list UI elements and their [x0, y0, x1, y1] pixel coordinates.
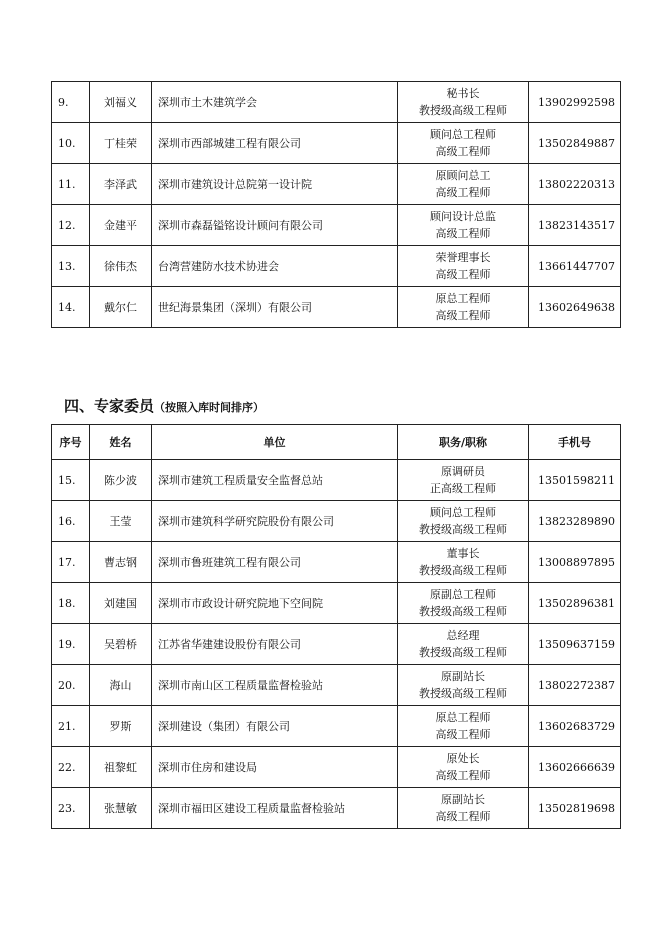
row-number: 10. — [52, 123, 90, 164]
table-row — [52, 501, 621, 542]
table-row — [52, 246, 621, 287]
expert-committee-table — [51, 424, 621, 829]
row-number: 23. — [52, 788, 90, 829]
row-number: 15. — [52, 460, 90, 501]
row-number: 11. — [52, 164, 90, 205]
member-unit: 江苏省华建建设股份有限公司 — [152, 624, 398, 665]
position-line: 原调研员 — [441, 465, 485, 478]
member-unit: 深圳建设（集团）有限公司 — [152, 706, 398, 747]
member-name: 戴尔仁 — [90, 287, 152, 328]
member-phone: 13502896381 — [529, 583, 621, 624]
member-name: 曹志钢 — [90, 542, 152, 583]
section-title: 四、专家委员 — [64, 397, 155, 415]
rank-line: 教授级高级工程师 — [419, 564, 507, 577]
rank-line: 高级工程师 — [435, 810, 491, 823]
member-title — [398, 246, 529, 287]
rank-line: 高级工程师 — [435, 268, 491, 281]
member-name: 海山 — [90, 665, 152, 706]
position-line: 秘书长 — [446, 87, 480, 100]
table-row — [52, 747, 621, 788]
row-number: 22. — [52, 747, 90, 788]
member-phone: 13008897895 — [529, 542, 621, 583]
member-phone: 13823143517 — [529, 205, 621, 246]
rank-line: 高级工程师 — [435, 145, 491, 158]
position-line: 原总工程师 — [435, 711, 491, 724]
rank-line: 教授级高级工程师 — [419, 104, 507, 117]
member-phone: 13509637159 — [529, 624, 621, 665]
row-number: 18. — [52, 583, 90, 624]
member-unit: 深圳市南山区工程质量监督检验站 — [152, 665, 398, 706]
position-line: 原总工程师 — [435, 292, 491, 305]
position-line: 原顾问总工 — [435, 169, 491, 182]
table-row — [52, 665, 621, 706]
rank-line: 教授级高级工程师 — [419, 687, 507, 700]
member-title — [398, 287, 529, 328]
header-unit: 单位 — [152, 425, 398, 460]
table-header — [52, 425, 621, 460]
row-number: 17. — [52, 542, 90, 583]
row-number: 21. — [52, 706, 90, 747]
table-row — [52, 542, 621, 583]
member-unit: 深圳市建筑科学研究院股份有限公司 — [152, 501, 398, 542]
member-unit: 深圳市土木建筑学会 — [152, 82, 398, 123]
member-phone: 13502849887 — [529, 123, 621, 164]
member-unit: 深圳市住房和建设局 — [152, 747, 398, 788]
member-phone: 13502819698 — [529, 788, 621, 829]
member-title — [398, 82, 529, 123]
table-row — [52, 706, 621, 747]
rank-line: 高级工程师 — [435, 186, 491, 199]
rank-line: 教授级高级工程师 — [419, 646, 507, 659]
table-row — [52, 82, 621, 123]
member-unit: 深圳市鲁班建筑工程有限公司 — [152, 542, 398, 583]
expert-table-continued — [51, 81, 621, 328]
member-title — [398, 501, 529, 542]
member-title — [398, 747, 529, 788]
member-unit: 深圳市建筑设计总院第一设计院 — [152, 164, 398, 205]
section-note: （按照入库时间排序） — [154, 401, 265, 414]
member-title — [398, 460, 529, 501]
member-phone: 13602683729 — [529, 706, 621, 747]
rank-line: 高级工程师 — [435, 309, 491, 322]
table-row — [52, 205, 621, 246]
member-title — [398, 542, 529, 583]
header-title: 职务/职称 — [398, 425, 529, 460]
row-number: 20. — [52, 665, 90, 706]
member-unit: 深圳市建筑工程质量安全监督总站 — [152, 460, 398, 501]
member-unit: 深圳市市政设计研究院地下空间院 — [152, 583, 398, 624]
position-line: 顾问总工程师 — [430, 128, 496, 141]
member-name: 丁桂荣 — [90, 123, 152, 164]
rank-line: 正高级工程师 — [430, 482, 496, 495]
member-unit: 深圳市森磊镒铭设计顾问有限公司 — [152, 205, 398, 246]
table-body — [52, 82, 621, 328]
member-title — [398, 123, 529, 164]
position-line: 原副总工程师 — [430, 588, 496, 601]
member-name: 金建平 — [90, 205, 152, 246]
member-phone: 13602666639 — [529, 747, 621, 788]
position-line: 原副站长 — [441, 793, 485, 806]
table-body — [52, 460, 621, 829]
member-phone: 13802272387 — [529, 665, 621, 706]
member-unit: 深圳市福田区建设工程质量监督检验站 — [152, 788, 398, 829]
member-title — [398, 624, 529, 665]
rank-line: 高级工程师 — [435, 227, 491, 240]
member-title — [398, 583, 529, 624]
member-name: 陈少波 — [90, 460, 152, 501]
row-number: 19. — [52, 624, 90, 665]
position-line: 总经理 — [446, 629, 480, 642]
position-line: 原副站长 — [441, 670, 485, 683]
rank-line: 高级工程师 — [435, 769, 491, 782]
row-number: 9. — [52, 82, 90, 123]
rank-line: 教授级高级工程师 — [419, 523, 507, 536]
member-phone: 13501598211 — [529, 460, 621, 501]
member-title — [398, 788, 529, 829]
position-line: 董事长 — [446, 547, 480, 560]
member-name: 刘福义 — [90, 82, 152, 123]
row-number: 16. — [52, 501, 90, 542]
position-line: 荣誉理事长 — [435, 251, 491, 264]
position-line: 顾问总工程师 — [430, 506, 496, 519]
member-phone: 13602649638 — [529, 287, 621, 328]
table-row — [52, 583, 621, 624]
member-title — [398, 665, 529, 706]
member-unit: 深圳市西部城建工程有限公司 — [152, 123, 398, 164]
member-name: 张慧敏 — [90, 788, 152, 829]
member-name: 徐伟杰 — [90, 246, 152, 287]
position-line: 原处长 — [446, 752, 480, 765]
row-number: 13. — [52, 246, 90, 287]
member-title — [398, 205, 529, 246]
member-phone: 13823289890 — [529, 501, 621, 542]
member-title — [398, 164, 529, 205]
table-row — [52, 287, 621, 328]
position-line: 顾问设计总监 — [430, 210, 496, 223]
header-phone: 手机号 — [529, 425, 621, 460]
member-phone: 13902992598 — [529, 82, 621, 123]
table-row — [52, 123, 621, 164]
table-row — [52, 164, 621, 205]
section-heading — [64, 396, 264, 418]
member-phone: 13661447707 — [529, 246, 621, 287]
member-name: 王莹 — [90, 501, 152, 542]
member-name: 李泽武 — [90, 164, 152, 205]
rank-line: 教授级高级工程师 — [419, 605, 507, 618]
table-row — [52, 788, 621, 829]
table-row — [52, 624, 621, 665]
member-title — [398, 706, 529, 747]
member-unit: 台湾营建防水技术协进会 — [152, 246, 398, 287]
rank-line: 高级工程师 — [435, 728, 491, 741]
header-number: 序号 — [52, 425, 90, 460]
member-name: 祖黎虹 — [90, 747, 152, 788]
row-number: 14. — [52, 287, 90, 328]
member-unit: 世纪海景集团（深圳）有限公司 — [152, 287, 398, 328]
row-number: 12. — [52, 205, 90, 246]
table-row — [52, 460, 621, 501]
header-name: 姓名 — [90, 425, 152, 460]
member-phone: 13802220313 — [529, 164, 621, 205]
member-name: 吴碧桥 — [90, 624, 152, 665]
header-row — [52, 425, 621, 460]
member-name: 刘建国 — [90, 583, 152, 624]
member-name: 罗斯 — [90, 706, 152, 747]
